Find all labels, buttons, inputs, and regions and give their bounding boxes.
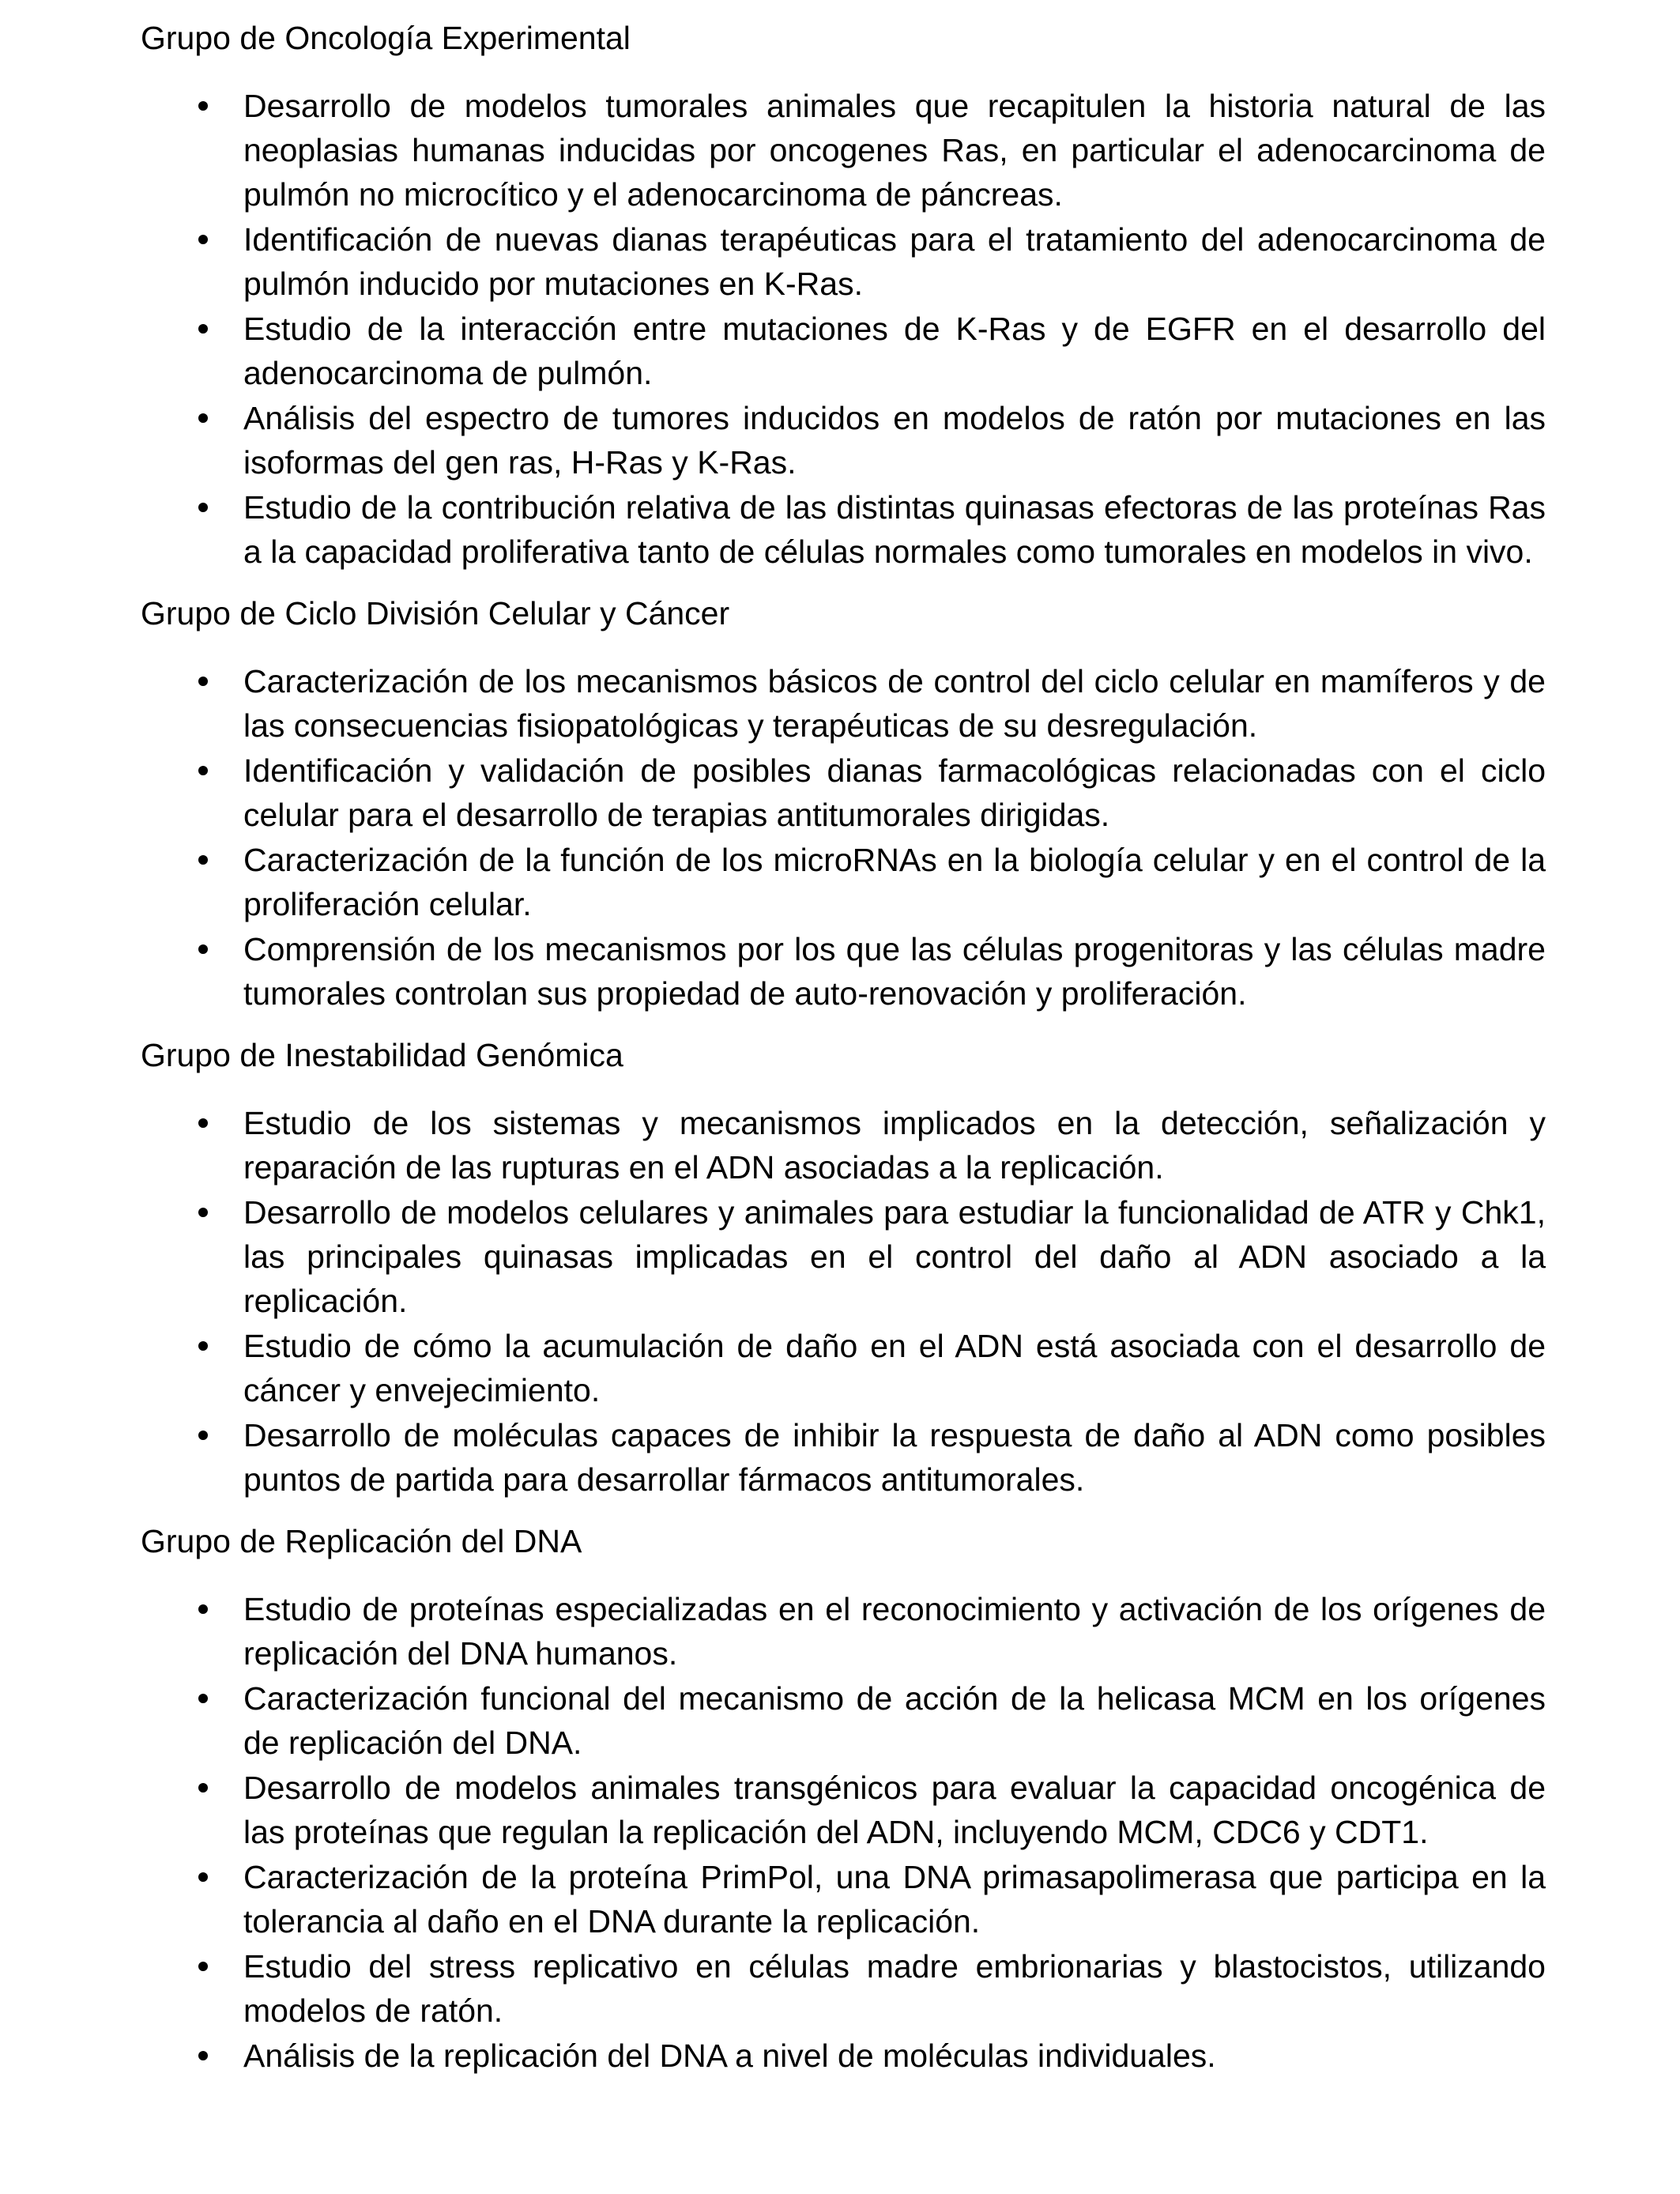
list-item-text: Análisis del espectro de tumores inducidos en modelos de ratón por mutaciones en las isoformas del gen ras, H-Ras y K-Ras. [243, 400, 1546, 481]
bullet-icon [198, 396, 209, 440]
list-item [243, 307, 1546, 395]
bullet-icon [198, 307, 209, 351]
bullet-icon [198, 1587, 209, 1631]
bullet-icon [198, 2034, 209, 2078]
list-item [243, 396, 1546, 484]
bullet-icon [198, 84, 209, 128]
list-item-text: Identificación y validación de posibles dianas farmacológicas relacionadas con el ciclo celular para el desarrollo de terapias antitumorales dirigidas. [243, 752, 1546, 833]
list-item [243, 1944, 1546, 2033]
bullet-icon [198, 748, 209, 793]
list-item-text: Caracterización de la función de los microRNAs en la biología celular y en el control de la proliferación celular. [243, 842, 1546, 922]
section-title: Grupo de Replicación del DNA [141, 1523, 582, 1559]
bullet-icon [198, 927, 209, 971]
list-item [243, 84, 1546, 217]
list-item-text: Identificación de nuevas dianas terapéuticas para el tratamiento del adenocarcinoma de pulmón inducido por mutaciones en K-Ras. [243, 221, 1546, 302]
bullet-icon [198, 1676, 209, 1721]
list-item-text: Desarrollo de modelos celulares y animales para estudiar la funcionalidad de ATR y Chk1, las principales quinasas implicadas en el control del daño al ADN asociado a la replicación. [243, 1194, 1546, 1319]
bullet-icon [198, 1101, 209, 1145]
list-item-text: Estudio de cómo la acumulación de daño en el ADN está asociada con el desarrollo de cáncer y envejecimiento. [243, 1328, 1546, 1408]
bullet-icon [198, 1324, 209, 1368]
list-item [243, 485, 1546, 574]
list-item-text: Análisis de la replicación del DNA a nivel de moléculas individuales. [243, 2038, 1216, 2074]
list-item [243, 1324, 1546, 1412]
list-item-text: Desarrollo de moléculas capaces de inhibir la respuesta de daño al ADN como posibles puntos de partida para desarrollar fármacos antitumorales. [243, 1417, 1546, 1498]
bullet-icon [198, 1190, 209, 1235]
bullet-icon [198, 659, 209, 703]
list-item-text: Desarrollo de modelos tumorales animales que recapitulen la historia natural de las neoplasias humanas inducidas por oncogenes Ras, en particular el adenocarcinoma de pulmón no microcítico y el adenocarcinoma de páncreas. [243, 88, 1546, 213]
list-item-text: Caracterización de los mecanismos básicos de control del ciclo celular en mamíferos y de las consecuencias fisiopatológicas y terapéuticas de su desregulación. [243, 663, 1546, 744]
bullet-list [0, 1587, 1680, 2078]
list-item-text: Estudio del stress replicativo en células madre embrionarias y blastocistos, utilizando modelos de ratón. [243, 1948, 1546, 2029]
bullet-icon [198, 1855, 209, 1899]
section-title: Grupo de Inestabilidad Genómica [141, 1037, 623, 1073]
list-item [243, 1855, 1546, 1943]
list-item [243, 217, 1546, 306]
list-item [243, 1101, 1546, 1189]
list-item-text: Caracterización de la proteína PrimPol, una DNA primasapolimerasa que participa en la tolerancia al daño en el DNA durante la replicación. [243, 1859, 1546, 1940]
list-item-text: Desarrollo de modelos animales transgénicos para evaluar la capacidad oncogénica de las proteínas que regulan la replicación del ADN, incluyendo MCM, CDC6 y CDT1. [243, 1770, 1546, 1850]
list-item-text: Estudio de la contribución relativa de las distintas quinasas efectoras de las proteínas Ras a la capacidad proliferativa tanto de células normales como tumorales en modelos in vivo. [243, 489, 1546, 570]
list-item [243, 1190, 1546, 1323]
bullet-icon [198, 217, 209, 262]
bullet-list [0, 1101, 1680, 1502]
section-title: Grupo de Ciclo División Celular y Cáncer [141, 595, 730, 631]
bullet-icon [198, 485, 209, 530]
section-inestabilidad-genomica [0, 1033, 1680, 1502]
list-item [243, 927, 1546, 1016]
bullet-icon [198, 1944, 209, 1989]
list-item [243, 1766, 1546, 1854]
list-item [243, 2034, 1546, 2078]
list-item [243, 659, 1546, 748]
bullet-list [0, 84, 1680, 574]
list-item [243, 1676, 1546, 1765]
list-item-text: Estudio de proteínas especializadas en el reconocimiento y activación de los orígenes de replicación del DNA humanos. [243, 1591, 1546, 1672]
section-ciclo-division-celular [0, 591, 1680, 1016]
bullet-list [0, 659, 1680, 1016]
bullet-icon [198, 1766, 209, 1810]
bullet-icon [198, 838, 209, 882]
section-oncologia-experimental [0, 16, 1680, 574]
bullet-icon [198, 1413, 209, 1457]
section-title: Grupo de Oncología Experimental [141, 20, 631, 56]
list-item-text: Estudio de la interacción entre mutaciones de K-Ras y de EGFR en el desarrollo del adenocarcinoma de pulmón. [243, 311, 1546, 391]
list-item [243, 1587, 1546, 1676]
list-item [243, 838, 1546, 926]
list-item-text: Caracterización funcional del mecanismo de acción de la helicasa MCM en los orígenes de replicación del DNA. [243, 1680, 1546, 1761]
list-item-text: Estudio de los sistemas y mecanismos implicados en la detección, señalización y reparación de las rupturas en el ADN asociadas a la replicación. [243, 1105, 1546, 1186]
list-item-text: Comprensión de los mecanismos por los que las células progenitoras y las células madre tumorales controlan sus propiedad de auto-renovación y proliferación. [243, 931, 1546, 1012]
list-item [243, 748, 1546, 837]
list-item [243, 1413, 1546, 1502]
section-replicacion-dna [0, 1519, 1680, 2078]
